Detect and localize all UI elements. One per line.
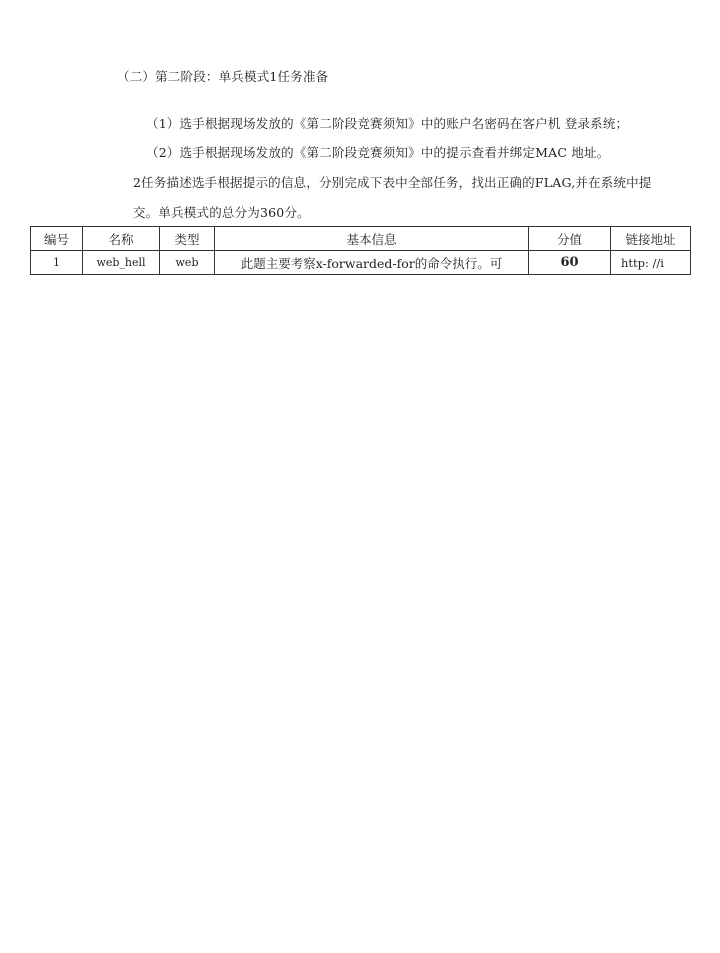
cell-info: 此题主要考察x-forwarded-for的命令执行。可 (215, 251, 529, 275)
header-name: 名称 (83, 227, 160, 251)
header-score: 分值 (529, 227, 611, 251)
cell-type: web (160, 251, 215, 275)
cell-link: http: //i (611, 251, 691, 275)
header-type: 类型 (160, 227, 215, 251)
task-description-line-1: 2任务描述选手根据提示的信息，分别完成下表中全部任务，找出正确的FLAG,并在系统中提 (133, 175, 652, 190)
table-row (31, 251, 691, 275)
section-heading: （二）第二阶段：单兵模式1任务准备 (117, 69, 329, 84)
header-link: 链接地址 (611, 227, 691, 251)
step-1-text: （1）选手根据现场发放的《第二阶段竞赛须知》中的账户名密码在客户机 登录系统； (146, 116, 629, 131)
step-2-text: （2）选手根据现场发放的《第二阶段竞赛须知》中的提示查看并绑定MAC 地址。 (146, 145, 610, 160)
table-header-row (31, 227, 691, 251)
header-id: 编号 (31, 227, 83, 251)
cell-name: web_hell (83, 251, 160, 275)
task-description-line-2: 交。单兵模式的总分为360分。 (133, 205, 310, 220)
cell-id: 1 (31, 251, 83, 275)
task-table (30, 226, 691, 275)
header-info: 基本信息 (215, 227, 529, 251)
cell-score: 60 (529, 251, 611, 275)
